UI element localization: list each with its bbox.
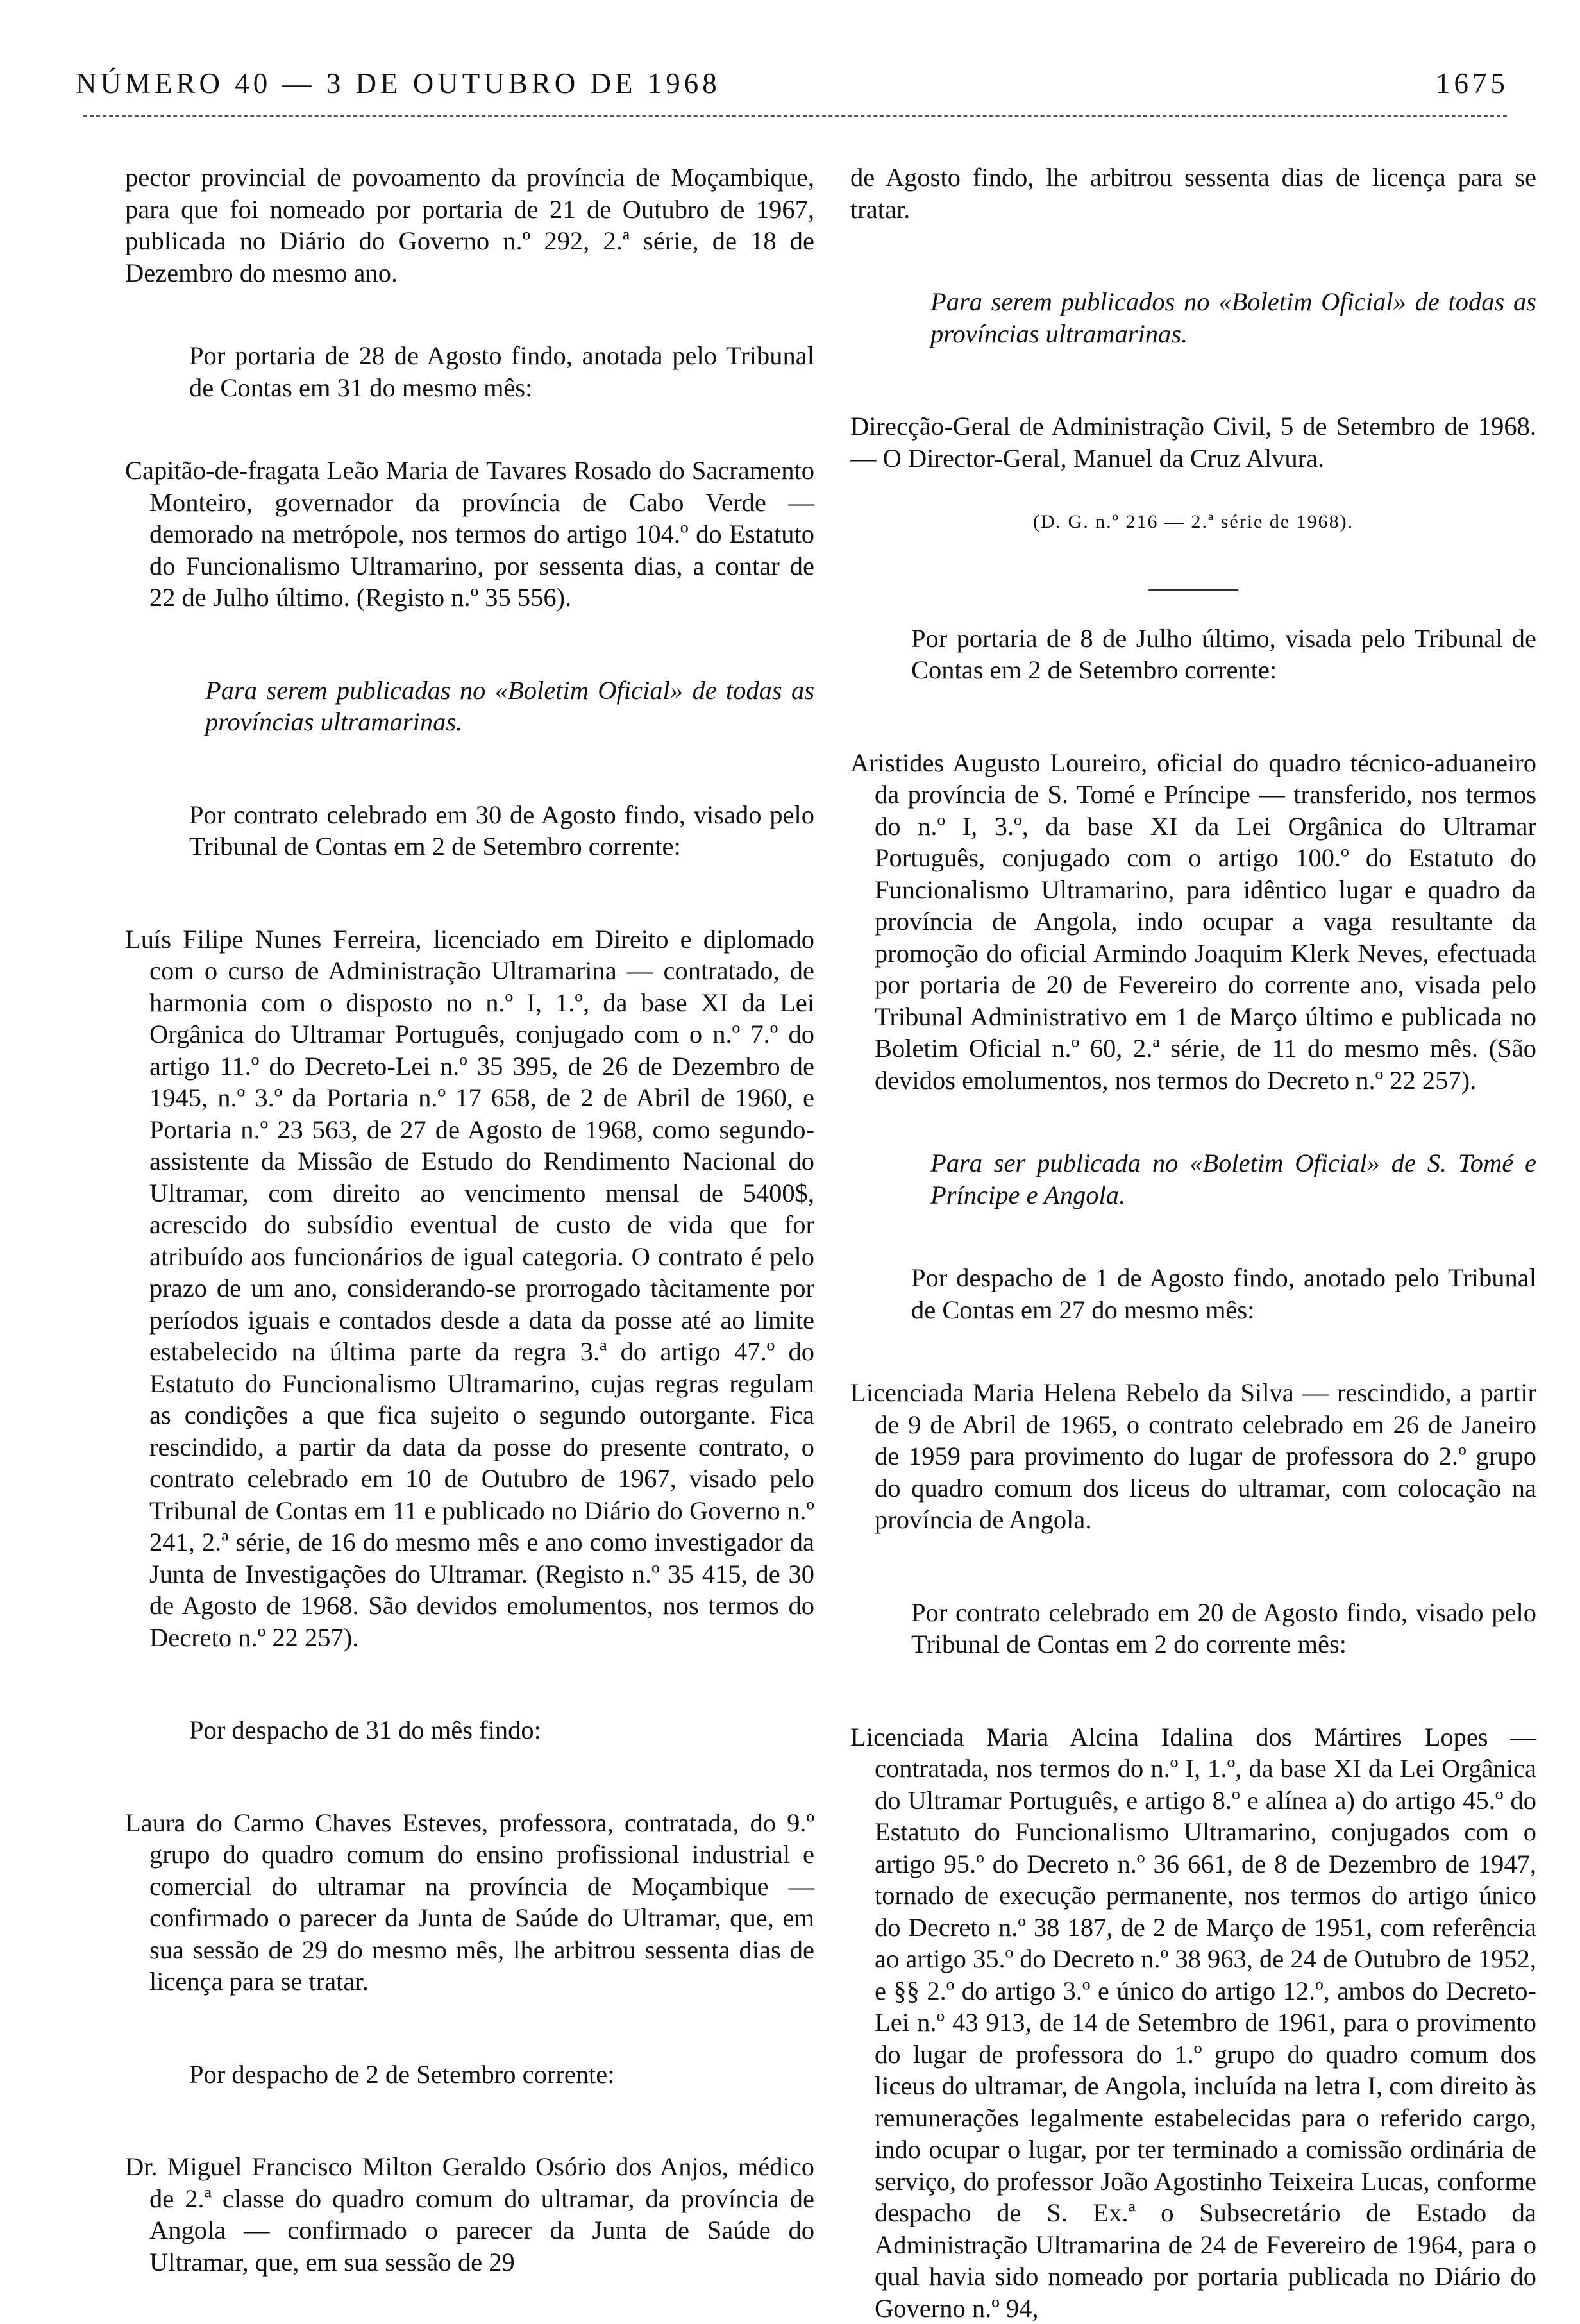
gazette-reference: (D. G. n.º 216 — 2.ª série de 1968). <box>850 506 1536 538</box>
paragraph-intro: Por despacho de 1 de Agosto findo, anotado pelo Tribunal de Contas em 27 do mesmo mês: <box>850 1262 1536 1326</box>
paragraph-entry: Capitão-de-fragata Leão Maria de Tavares Rosado do Sacramento Monteiro, governador da província de Cabo Verde — demorado na metrópole, nos termos do artigo 104.º do Estatuto do Funcionalismo Ultramarino, por sessenta dias, a contar de 22 de Julho último. (Registo n.º 35 556). <box>125 455 814 614</box>
left-column <box>125 162 814 2278</box>
paragraph-entry: Aristides Augusto Loureiro, oficial do quadro técnico-aduaneiro da província de S. Tomé e Príncipe — transferido, nos termos do n.º I, 3.º, da base XI da Lei Orgânica do Ultramar Português, conjugado com o artigo 100.º do Estatuto do Funcionalismo Ultramarino, para idêntico lugar e quadro da província de Angola, indo ocupar a vaga resultante da promoção do oficial Armindo Joaquim Klerk Neves, efectuada por portaria de 20 de Fevereiro do corrente ano, visada pelo Tribunal Administrativo em 1 de Março último e publicada no Boletim Oficial n.º 60, 2.ª série, de 11 do mesmo mês. (São devidos emolumentos, nos termos do Decreto n.º 22 257). <box>850 747 1536 1097</box>
paragraph-entry: Licenciada Maria Alcina Idalina dos Mártires Lopes — contratada, nos termos do n.º I, 1.º, da base XI da Lei Orgânica do Ultramar Português, e artigo 8.º e alínea a) do artigo 45.º do Estatuto do Funcionalismo Ultramarino, conjugados com o artigo 95.º do Decreto n.º 36 661, de 8 de Dezembro de 1947, tornado de execução permanente, nos termos do artigo único do Decreto n.º 38 187, de 2 de Março de 1951, com referência ao artigo 35.º do Decreto n.º 38 963, de 24 de Outubro de 1952, e §§ 2.º do artigo 3.º e único do artigo 12.º, ambos do Decreto-Lei n.º 43 913, de 14 de Setembro de 1961, para o provimento do lugar de professora do 1.º grupo do quadro comum dos liceus do ultramar, de Angola, incluída na letra I, com direito às remunerações legalmente estabelecidas para o referido cargo, indo ocupar o lugar, por ter terminado a comissão ordinária de serviço, do professor João Agostinho Teixeira Lucas, conforme despacho de S. Ex.ª o Subsecretário de Estado da Administração Ultramarina de 24 de Fevereiro de 1964, para o qual havia sido nomeado por portaria publicada no Diário do Governo n.º 94, <box>850 1721 1536 2324</box>
paragraph-intro: Por portaria de 28 de Agosto findo, anotada pelo Tribunal de Contas em 31 do mesmo mês: <box>125 340 814 403</box>
signature-paragraph: Direcção-Geral de Administração Civil, 5 de Setembro de 1968. — O Director-Geral, Manuel da Cruz Alvura. <box>850 410 1536 474</box>
paragraph: de Agosto findo, lhe arbitrou sessenta dias de licença para se tratar. <box>850 162 1536 225</box>
publication-note: Para serem publicados no «Boletim Oficial» de todas as províncias ultramarinas. <box>850 286 1536 349</box>
paragraph-intro: Por contrato celebrado em 30 de Agosto findo, visado pelo Tribunal de Contas em 2 de Setembro corrente: <box>125 799 814 863</box>
right-column <box>850 162 1536 2324</box>
publication-note: Para serem publicadas no «Boletim Oficial» de todas as províncias ultramarinas. <box>125 675 814 738</box>
paragraph-intro: Por portaria de 8 de Julho último, visada pelo Tribunal de Contas em 2 de Setembro corrente: <box>850 623 1536 686</box>
paragraph-intro: Por despacho de 2 de Setembro corrente: <box>125 2059 814 2091</box>
publication-note: Para ser publicada no «Boletim Oficial» de S. Tomé e Príncipe e Angola. <box>850 1147 1536 1211</box>
paragraph-entry: Licenciada Maria Helena Rebelo da Silva — rescindido, a partir de 9 de Abril de 1965, o contrato celebrado em 26 de Janeiro de 1959 para provimento do lugar de professora do 2.º grupo do quadro comum dos liceus do ultramar, com colocação na província de Angola. <box>850 1377 1536 1536</box>
page-header <box>76 67 1509 105</box>
paragraph-intro: Por contrato celebrado em 20 de Agosto findo, visado pelo Tribunal de Contas em 2 do corrente mês: <box>850 1597 1536 1660</box>
paragraph: pector provincial de povoamento da província de Moçambique, para que foi nomeado por portaria de 21 de Outubro de 1967, publicada no Diário do Governo n.º 292, 2.ª série, de 18 de Dezembro do mesmo ano. <box>125 162 814 289</box>
issue-date-title: NÚMERO 40 — 3 DE OUTUBRO DE 1968 <box>76 67 721 100</box>
paragraph-intro: Por despacho de 31 do mês findo: <box>125 1714 814 1746</box>
header-rule <box>83 115 1507 117</box>
paragraph-entry: Luís Filipe Nunes Ferreira, licenciado em Direito e diplomado com o curso de Administração Ultramarina — contratado, de harmonia com o disposto no n.º I, 1.º, da base XI da Lei Orgânica do Ultramar Português, conjugado com o n.º 7.º do artigo 11.º do Decreto-Lei n.º 35 395, de 26 de Dezembro de 1945, n.º 3.º da Portaria n.º 17 658, de 2 de Abril de 1960, e Portaria n.º 23 563, de 27 de Agosto de 1968, como segundo-assistente da Missão de Estudo do Rendimento Nacional do Ultramar, com direito ao vencimento mensal de 5400$, acrescido do subsídio eventual de custo de vida que for atribuído aos funcionários de igual categoria. O contrato é pelo prazo de um ano, considerando-se prorrogado tàcitamente por períodos iguais e contados desde a data da posse até ao limite estabelecido na última parte da regra 3.ª do artigo 47.º do Estatuto do Funcionalismo Ultramarino, cujas regras regulam as condições a que fica sujeito o segundo outorgante. Fica rescindido, a partir da data da posse do presente contrato, o contrato celebrado em 10 de Outubro de 1967, visado pelo Tribunal de Contas em 11 e publicado no Diário do Governo n.º 241, 2.ª série, de 16 do mesmo mês e ano como investigador da Junta de Investigações do Ultramar. (Registo n.º 35 415, de 30 de Agosto de 1968. São devidos emolumentos, nos termos do Decreto n.º 22 257). <box>125 923 814 1654</box>
paragraph-entry: Laura do Carmo Chaves Esteves, professora, contratada, do 9.º grupo do quadro comum do ensino profissional industrial e comercial do ultramar na província de Moçambique — confirmado o parecer da Junta de Saúde do Ultramar, que, em sua sessão de 29 do mesmo mês, lhe arbitrou sessenta dias de licença para se tratar. <box>125 1807 814 1998</box>
page-number: 1675 <box>1436 67 1509 100</box>
paragraph-entry: Dr. Miguel Francisco Milton Geraldo Osório dos Anjos, médico de 2.ª classe do quadro comum do ultramar, da província de Angola — confirmado o parecer da Junta de Saúde do Ultramar, que, em sua sessão de 29 <box>125 2151 814 2278</box>
